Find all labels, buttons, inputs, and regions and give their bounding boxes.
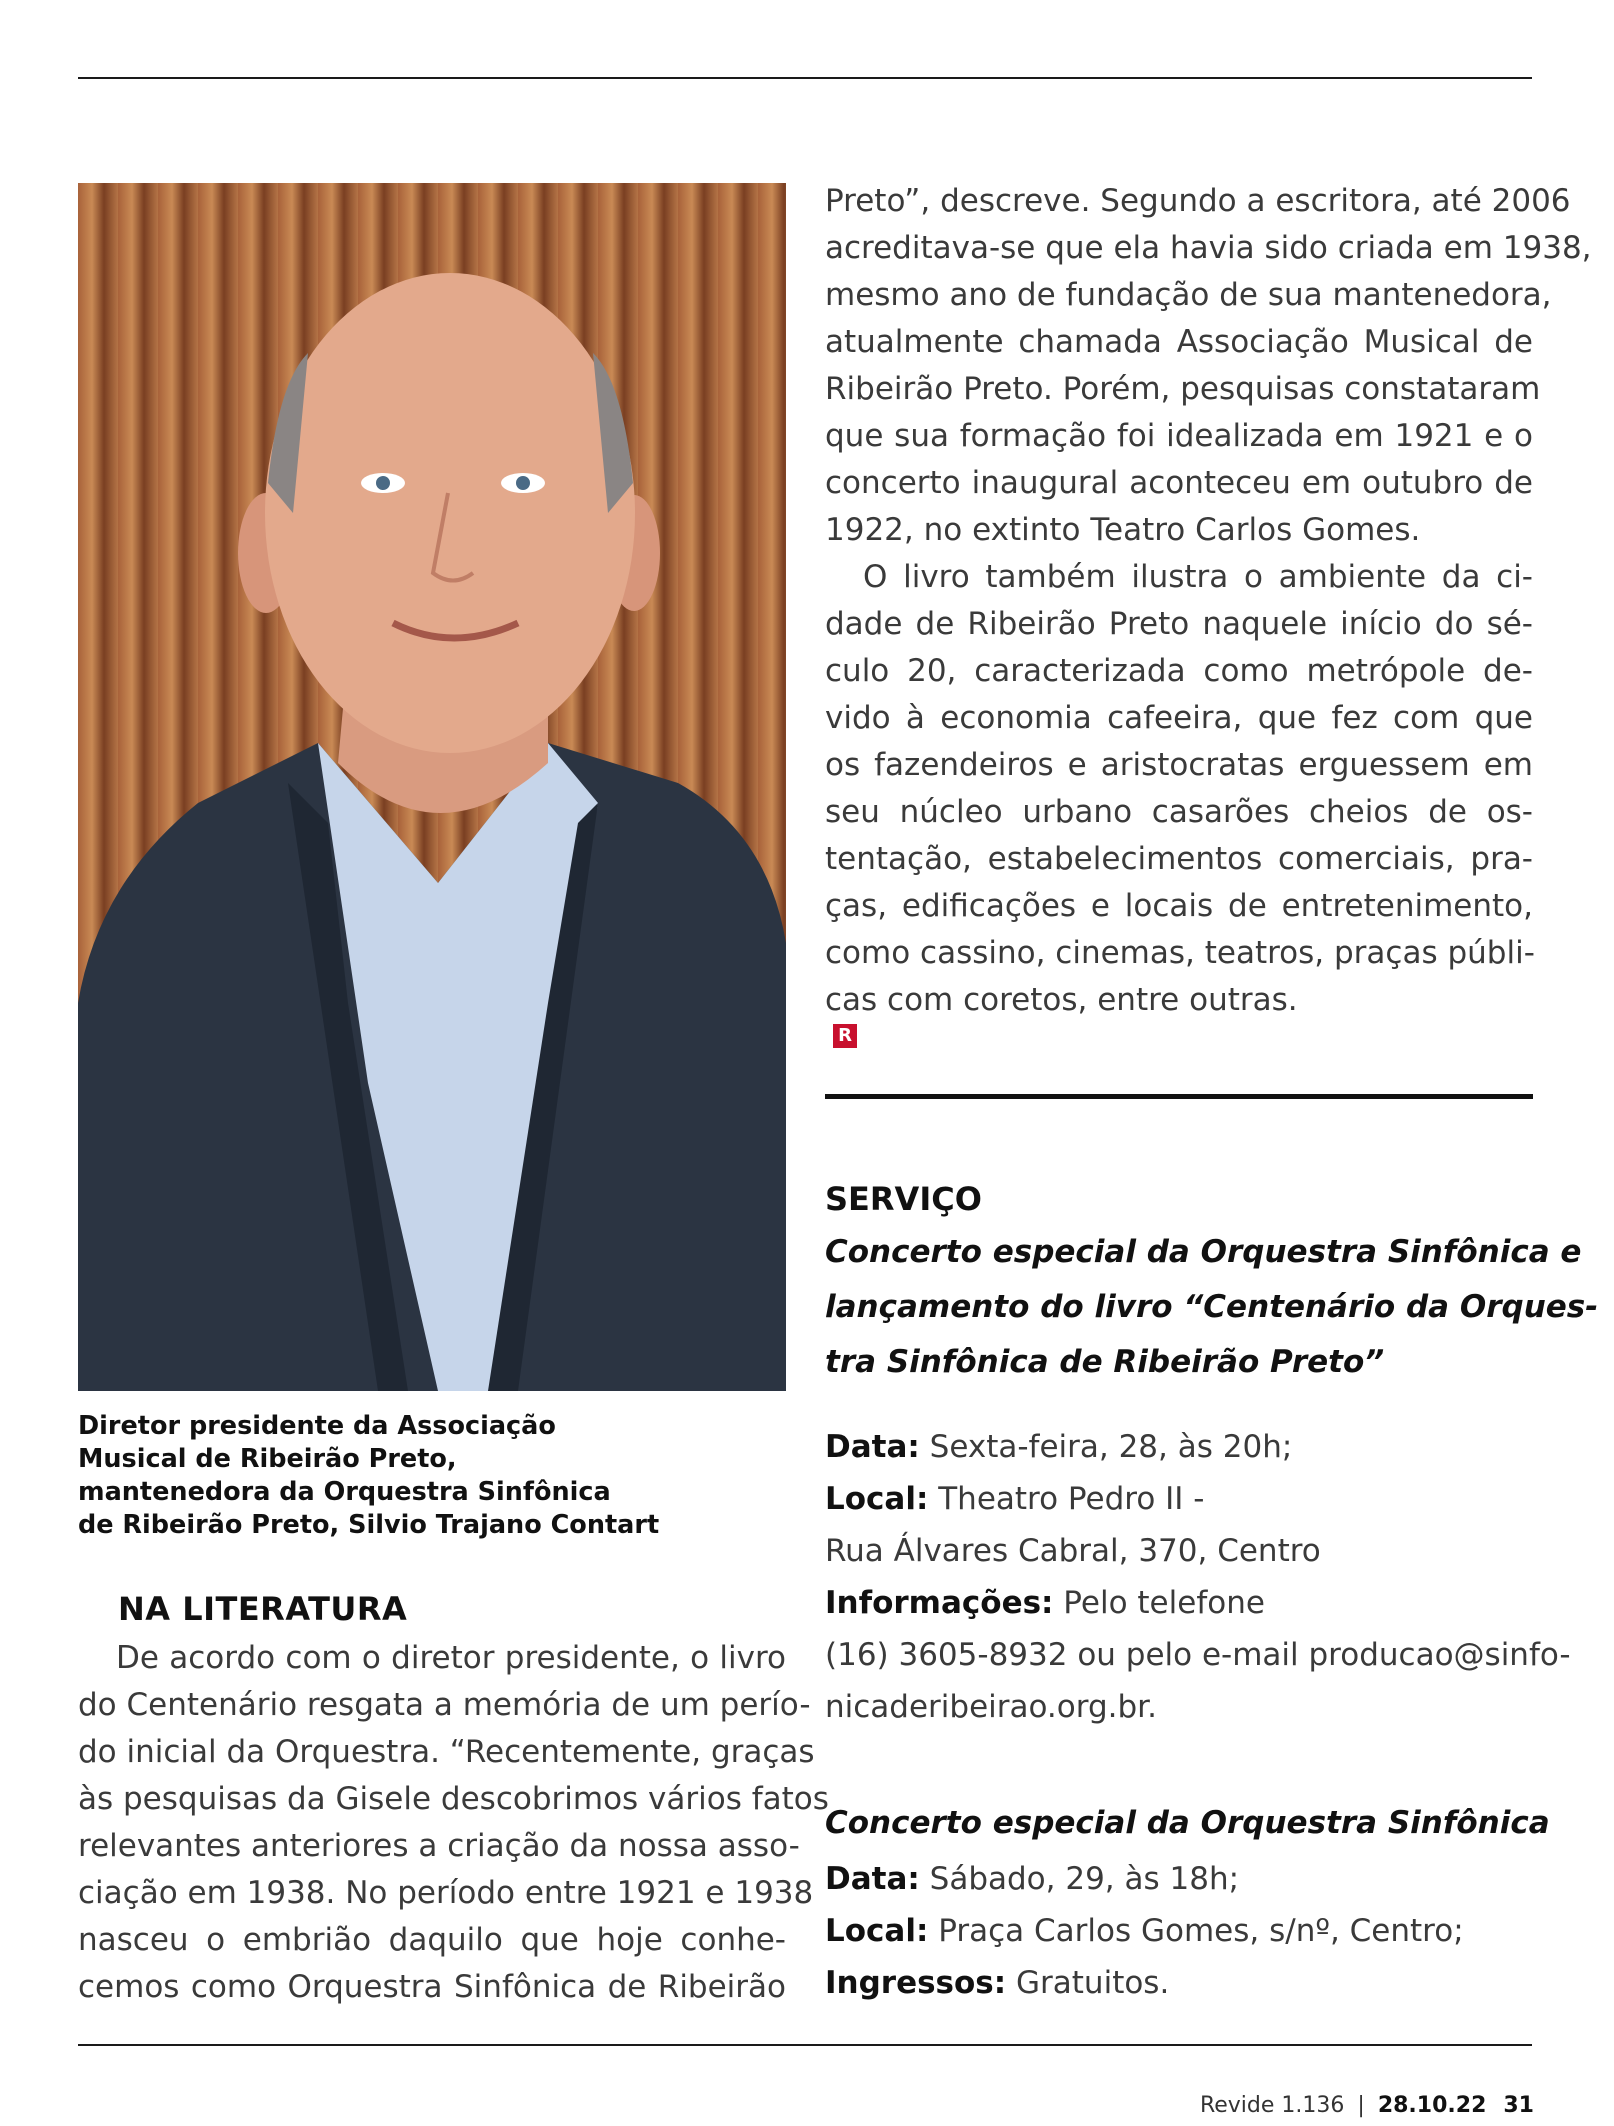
- event2-tickets: Ingressos: Gratuitos.: [825, 1965, 1170, 2001]
- issue-date: 28.10.22: [1377, 2093, 1487, 2118]
- text-line: Ribeirão Preto. Porém, pesquisas constataram: [825, 371, 1541, 407]
- text-line: às pesquisas da Gisele descobrimos vários fatos: [78, 1781, 829, 1817]
- publication-name: Revide 1.136: [1199, 2093, 1345, 2118]
- event1-local: Local: Theatro Pedro II -: [825, 1481, 1205, 1517]
- text-line: culo 20, caracterizada como metrópole de-: [825, 653, 1533, 689]
- text-line: tentação, estabelecimentos comerciais, pra-: [825, 841, 1533, 877]
- body-text-left: [78, 1635, 829, 2011]
- event1-address: Rua Álvares Cabral, 370, Centro: [825, 1533, 1321, 1569]
- text-line: que sua formação foi idealizada em 1921 e o: [825, 418, 1533, 454]
- body-text-right: [825, 178, 1592, 1048]
- text-line: como cassino, cinemas, teatros, praças públi-: [825, 935, 1535, 971]
- caption-line: Musical de Ribeirão Preto,: [78, 1444, 457, 1474]
- text-line: Preto”, descreve. Segundo a escritora, até 2006: [825, 183, 1571, 219]
- servico-heading: SERVIÇO: [825, 1180, 982, 1218]
- text-line: ças, edificações e locais de entretenimento,: [825, 888, 1533, 924]
- text-line: 1922, no extinto Teatro Carlos Gomes.: [825, 512, 1421, 548]
- text-line: [825, 977, 1533, 1048]
- text-line: O livro também ilustra o ambiente da ci-: [863, 559, 1533, 595]
- subtitle-line: Concerto especial da Orquestra Sinfônica e: [825, 1234, 1582, 1270]
- text-line: dade de Ribeirão Preto naquele início do sé-: [825, 606, 1533, 642]
- text-line: do Centenário resgata a memória de um perío-: [78, 1687, 811, 1723]
- text-line: os fazendeiros e aristocratas erguessem em: [825, 747, 1533, 783]
- event1-date: Data: Sexta-feira, 28, às 20h;: [825, 1429, 1293, 1465]
- bottom-rule: [78, 2044, 1532, 2046]
- servico-subtitle: [825, 1225, 1599, 1390]
- text-line: seu núcleo urbano casarões cheios de os-: [825, 794, 1533, 830]
- page-footer: [1200, 2093, 1534, 2118]
- section-divider: [825, 1094, 1533, 1099]
- event1-info: Informações: Pelo telefone: [825, 1585, 1265, 1621]
- footer-separator: |: [1357, 2093, 1365, 2118]
- top-rule: [78, 77, 1532, 79]
- event2-date: Data: Sábado, 29, às 18h;: [825, 1861, 1240, 1897]
- text-line: nasceu o embrião daquilo que hoje conhe-: [78, 1922, 786, 1958]
- text-line: De acordo com o diretor presidente, o livro: [116, 1640, 786, 1676]
- photo-caption: [78, 1410, 786, 1542]
- event1-email-cont: nicaderibeirao.org.br.: [825, 1689, 1157, 1725]
- text-line: concerto inaugural aconteceu em outubro de: [825, 465, 1533, 501]
- text-line: vido à economia cafeeira, que fez com que: [825, 700, 1533, 736]
- text-line-last: cas com coretos, entre outras.: [825, 982, 1298, 1018]
- event1-contact: (16) 3605-8932 ou pelo e-mail producao@sinfo-: [825, 1637, 1571, 1673]
- text-line: do inicial da Orquestra. “Recentemente, graças: [78, 1734, 815, 1770]
- caption-line: mantenedora da Orquestra Sinfônica: [78, 1477, 611, 1507]
- subtitle-line: tra Sinfônica de Ribeirão Preto”: [825, 1344, 1385, 1380]
- text-line: acreditava-se que ela havia sido criada em 1938,: [825, 230, 1592, 266]
- text-line: relevantes anteriores a criação da nossa asso-: [78, 1828, 800, 1864]
- subtitle-line: lançamento do livro “Centenário da Orques-: [825, 1289, 1599, 1325]
- portrait-photo: [78, 183, 786, 1391]
- caption-line: Diretor presidente da Associação: [78, 1411, 556, 1441]
- event2-details: [825, 1853, 1533, 2009]
- event2-heading: Concerto especial da Orquestra Sinfônica: [825, 1805, 1550, 1841]
- end-mark-icon: R: [833, 1024, 857, 1048]
- text-line: ciação em 1938. No período entre 1921 e 1938: [78, 1875, 814, 1911]
- event2-local: Local: Praça Carlos Gomes, s/nº, Centro;: [825, 1913, 1464, 1949]
- text-line: cemos como Orquestra Sinfônica de Ribeirão: [78, 1969, 786, 2005]
- page-number: 31: [1503, 2093, 1534, 2118]
- text-line: mesmo ano de fundação de sua mantenedora,: [825, 277, 1552, 313]
- text-line: atualmente chamada Associação Musical de: [825, 324, 1533, 360]
- caption-line: de Ribeirão Preto, Silvio Trajano Contart: [78, 1510, 660, 1540]
- event1-details: [825, 1421, 1571, 1733]
- literatura-heading: NA LITERATURA: [118, 1590, 408, 1628]
